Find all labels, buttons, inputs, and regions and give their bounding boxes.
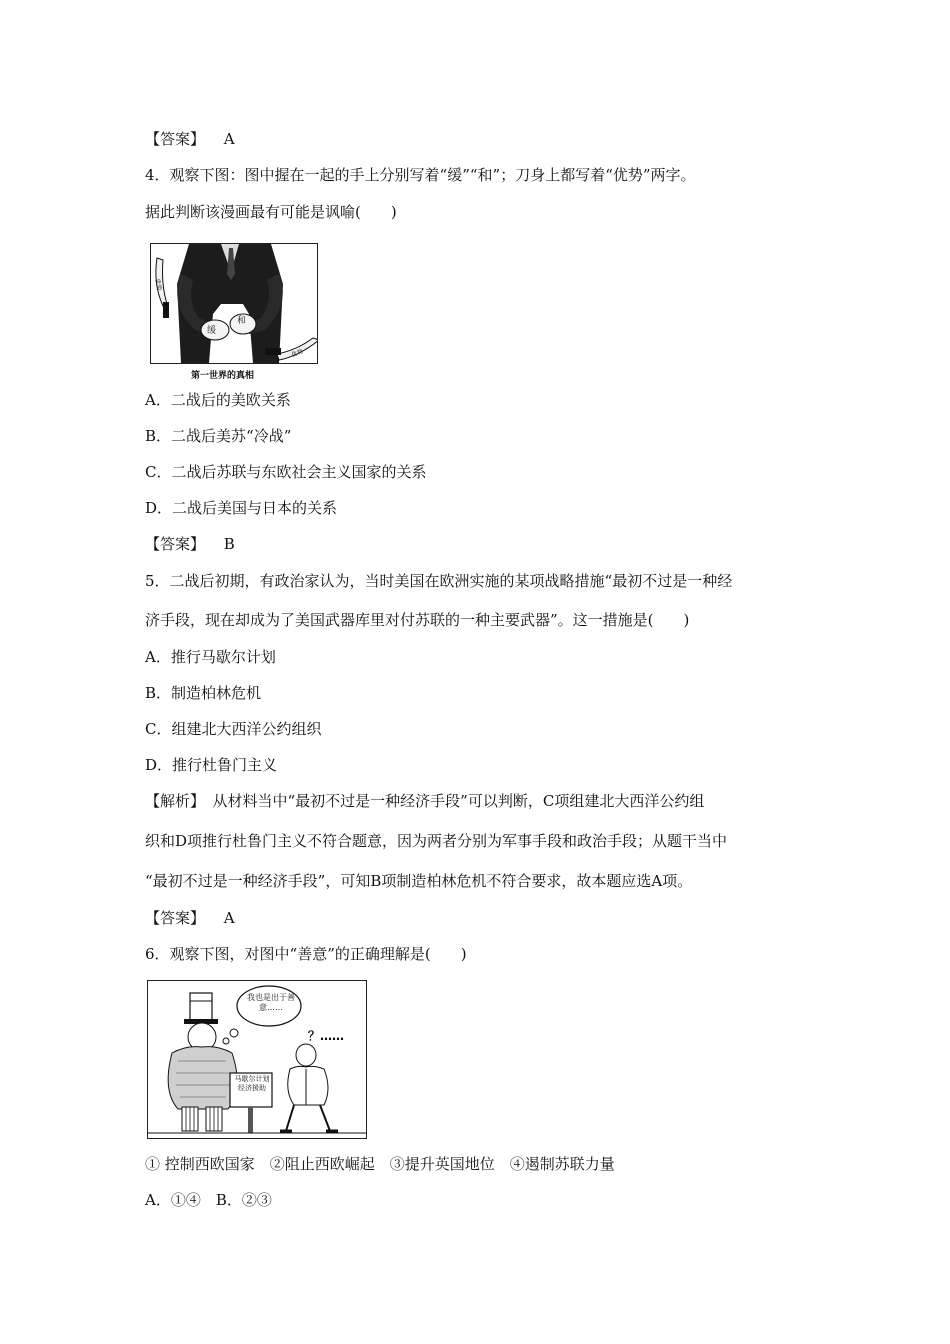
numbered-choices: ① 控制西欧国家 ②阻止西欧崛起 ③提升英国地位 ④遏制苏联力量 <box>145 1155 615 1173</box>
thought-bubble-text: 我也是出于善意…… <box>247 993 295 1012</box>
question-6-stem: 6．观察下图，对图中“善意”的正确理解是( ) <box>145 945 467 963</box>
option-line: A．①④ B．②③ <box>145 1191 272 1209</box>
answer-value: A <box>223 130 235 148</box>
question-4-stem-line-2: 据此判断该漫画最有可能是讽喻( ) <box>145 203 397 221</box>
hand-label-left: 缓 <box>207 326 217 336</box>
option-c: C．二战后苏联与东欧社会主义国家的关系 <box>145 463 427 481</box>
analysis-line-3: “最初不过是一种经济手段”，可知B项制造柏林危机不符合要求，故本题应选A项。 <box>145 872 693 890</box>
answer-label: 【答案】 <box>145 130 206 148</box>
question-mark-text: ？…… <box>308 1029 345 1043</box>
analysis-line-1: 【解析】 从材料当中“最初不过是一种经济手段”可以判断，C项组建北大西洋公约组 <box>145 792 705 810</box>
blade-label-right: 优势 <box>290 348 305 359</box>
answer-label: 【答案】 <box>145 535 206 553</box>
answer-line <box>145 129 235 149</box>
answer-line <box>145 534 235 554</box>
option-c: C．组建北大西洋公约组织 <box>145 720 322 738</box>
cartoon-figure-first-world <box>150 243 318 364</box>
option-b: B．制造柏林危机 <box>145 684 262 702</box>
option-b: B．二战后美苏“冷战” <box>145 427 292 445</box>
analysis-line-2: 织和D项推行杜鲁门主义不符合题意，因为两者分别为军事手段和政治手段；从题干当中 <box>145 832 728 850</box>
question-4-stem-line-1: 4．观察下图：图中握在一起的手上分别写着“缓”“和”；刀身上都写着“优势”两字。 <box>145 166 696 184</box>
question-5-stem-line-1: 5．二战后初期，有政治家认为，当时美国在欧洲实施的某项战略措施“最初不过是一种经 <box>145 572 733 590</box>
option-a: A．二战后的美欧关系 <box>145 391 291 409</box>
figure-caption: 第一世界的真相 <box>191 371 255 381</box>
signpost-text: 马歇尔计划经济援助 <box>234 1075 270 1092</box>
cartoon-figure-marshall-plan <box>147 980 367 1139</box>
cartoon-drawing <box>151 244 317 363</box>
answer-value: A <box>223 909 235 927</box>
option-a: A．推行马歇尔计划 <box>145 648 276 666</box>
blade-label-left: 优势 <box>153 278 163 292</box>
answer-line <box>145 908 235 928</box>
option-d: D．推行杜鲁门主义 <box>145 756 278 774</box>
option-d: D．二战后美国与日本的关系 <box>145 499 338 517</box>
answer-label: 【答案】 <box>145 909 206 927</box>
answer-value: B <box>223 535 235 553</box>
question-5-stem-line-2: 济手段，现在却成为了美国武器库里对付苏联的一种主要武器”。这一措施是( ) <box>145 611 690 629</box>
hand-label-right: 和 <box>237 316 247 326</box>
